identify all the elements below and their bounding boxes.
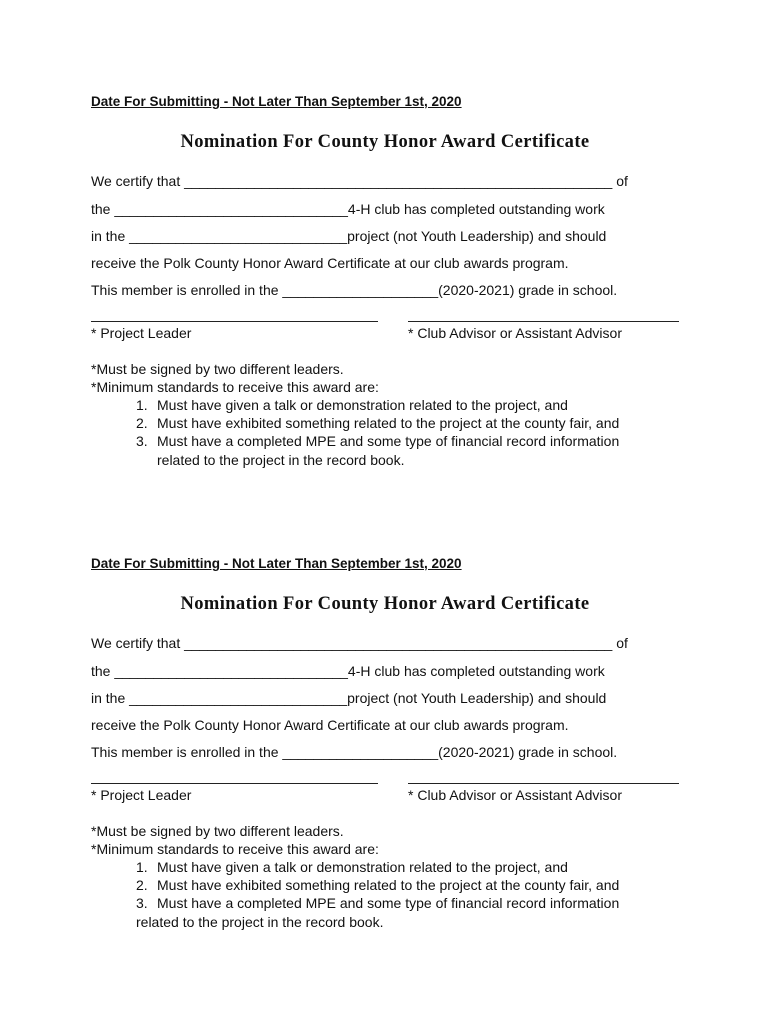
club-advisor-label: * Club Advisor or Assistant Advisor bbox=[408, 787, 622, 803]
standard-text: Must have exhibited something related to the project at the county fair, and bbox=[157, 877, 620, 893]
standard-number: 1. bbox=[136, 397, 148, 413]
standard-continuation: related to the project in the record book. bbox=[157, 452, 405, 468]
club-line: the ______________________________4-H club has completed outstanding work bbox=[91, 663, 605, 679]
standard-item bbox=[136, 433, 619, 449]
signed-note: *Must be signed by two different leaders. bbox=[91, 823, 344, 839]
project-leader-label: * Project Leader bbox=[91, 325, 192, 341]
project-leader-signature-line bbox=[91, 783, 378, 784]
standard-text: Must have given a talk or demonstration related to the project, and bbox=[157, 859, 568, 875]
standard-number: 2. bbox=[136, 877, 148, 893]
submit-date-heading: Date For Submitting - Not Later Than September 1st, 2020 bbox=[91, 556, 462, 571]
grade-line: This member is enrolled in the ____________________(2020-2021) grade in school. bbox=[91, 282, 618, 298]
standard-text: Must have exhibited something related to the project at the county fair, and bbox=[157, 415, 620, 431]
award-line: receive the Polk County Honor Award Certificate at our club awards program. bbox=[91, 717, 569, 733]
club-advisor-signature-line bbox=[408, 321, 679, 322]
standard-number: 1. bbox=[136, 859, 148, 875]
standard-item bbox=[136, 859, 568, 875]
signed-note: *Must be signed by two different leaders. bbox=[91, 361, 344, 377]
standard-number: 2. bbox=[136, 415, 148, 431]
project-line: in the ____________________________project (not Youth Leadership) and should bbox=[91, 228, 607, 244]
certify-line: We certify that _______________________________________________________ of bbox=[91, 173, 628, 189]
form-title: Nomination For County Honor Award Certificate bbox=[180, 132, 590, 152]
certify-line: We certify that _______________________________________________________ of bbox=[91, 635, 628, 651]
club-line: the ______________________________4-H club has completed outstanding work bbox=[91, 201, 605, 217]
standard-number: 3. bbox=[136, 433, 148, 449]
minimum-standards-note: *Minimum standards to receive this award are: bbox=[91, 841, 379, 857]
standard-text: Must have given a talk or demonstration related to the project, and bbox=[157, 397, 568, 413]
project-leader-signature-line bbox=[91, 321, 378, 322]
minimum-standards-note: *Minimum standards to receive this award are: bbox=[91, 379, 379, 395]
award-line: receive the Polk County Honor Award Certificate at our club awards program. bbox=[91, 255, 569, 271]
standard-text: Must have a completed MPE and some type of financial record information bbox=[157, 433, 620, 449]
club-advisor-signature-line bbox=[408, 783, 679, 784]
standard-continuation: related to the project in the record book. bbox=[136, 914, 384, 930]
project-line: in the ____________________________project (not Youth Leadership) and should bbox=[91, 690, 607, 706]
standard-text: Must have a completed MPE and some type of financial record information bbox=[157, 895, 620, 911]
grade-line: This member is enrolled in the ____________________(2020-2021) grade in school. bbox=[91, 744, 618, 760]
club-advisor-label: * Club Advisor or Assistant Advisor bbox=[408, 325, 622, 341]
standard-item bbox=[136, 895, 619, 911]
form-title: Nomination For County Honor Award Certificate bbox=[180, 594, 590, 614]
submit-date-heading: Date For Submitting - Not Later Than September 1st, 2020 bbox=[91, 94, 462, 109]
standard-number: 3. bbox=[136, 895, 148, 911]
standard-item bbox=[136, 415, 619, 431]
project-leader-label: * Project Leader bbox=[91, 787, 192, 803]
standard-item bbox=[136, 397, 568, 413]
standard-item bbox=[136, 877, 619, 893]
